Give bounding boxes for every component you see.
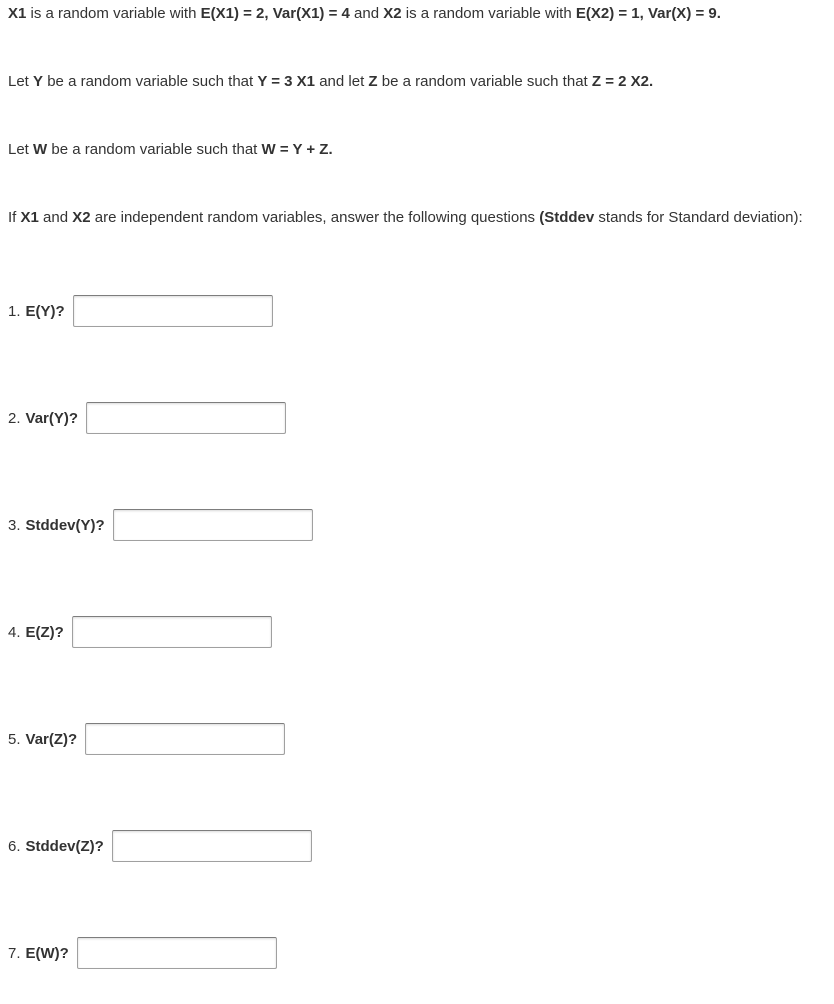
question-label: E(Z)? xyxy=(25,623,64,641)
question-row xyxy=(8,509,826,541)
question-row xyxy=(8,937,826,969)
question-row xyxy=(8,830,826,862)
question-label: E(Y)? xyxy=(25,302,65,320)
answer-input-7[interactable] xyxy=(77,937,277,969)
question-label: E(W)? xyxy=(25,944,69,962)
answer-input-6[interactable] xyxy=(112,830,312,862)
answer-input-1[interactable] xyxy=(73,295,273,327)
question-number: 6. xyxy=(8,837,21,855)
question-label: Var(Y)? xyxy=(25,409,79,427)
answer-input-2[interactable] xyxy=(86,402,286,434)
question-label: Var(Z)? xyxy=(25,730,78,748)
problem-statement-variables: X1 is a random variable with E(X1) = 2, Var(X1) = 4 and X2 is a random variable with E(X2) = 1, Var(X) = 9. xyxy=(8,5,721,22)
question-number: 5. xyxy=(8,730,21,748)
question-number: 7. xyxy=(8,944,21,962)
answer-input-4[interactable] xyxy=(72,616,272,648)
instructions-paragraph: If X1 and X2 are independent random variables, answer the following questions (Stddev stands for Standard deviation): xyxy=(8,209,803,226)
problem-statement-w: Let W be a random variable such that W = Y + Z. xyxy=(8,141,333,158)
answer-input-5[interactable] xyxy=(85,723,285,755)
question-label: Stddev(Y)? xyxy=(25,516,105,534)
answer-input-3[interactable] xyxy=(113,509,313,541)
question-label: Stddev(Z)? xyxy=(25,837,104,855)
question-number: 4. xyxy=(8,623,21,641)
question-row xyxy=(8,616,826,648)
questions-list xyxy=(8,295,826,969)
question-row xyxy=(8,723,826,755)
problem-statement-y-z: Let Y be a random variable such that Y = 3 X1 and let Z be a random variable such that Z = 2 X2. xyxy=(8,73,654,90)
question-number: 3. xyxy=(8,516,21,534)
question-row xyxy=(8,295,826,327)
question-row xyxy=(8,402,826,434)
question-number: 2. xyxy=(8,409,21,427)
question-number: 1. xyxy=(8,302,21,320)
